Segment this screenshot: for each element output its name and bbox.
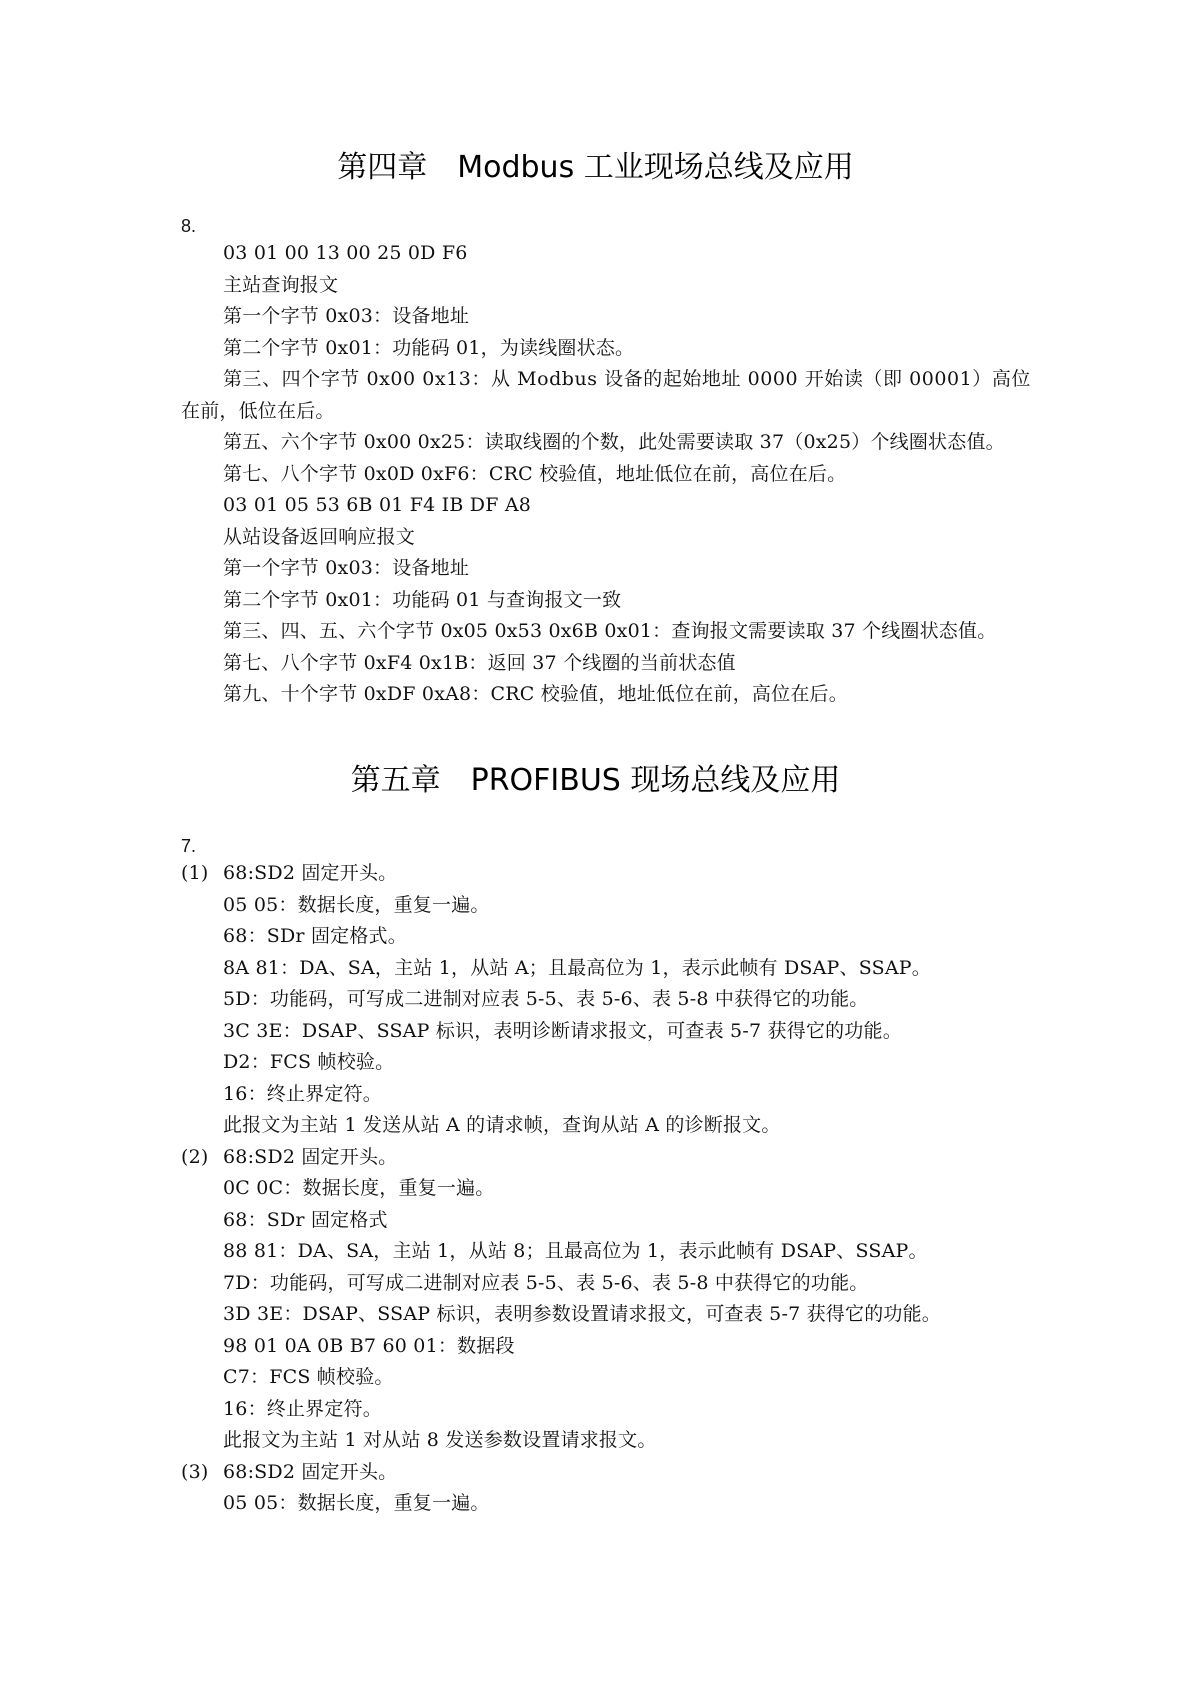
answer-line: 03 01 00 13 00 25 0D F6 (223, 242, 468, 264)
answer-line: 3D 3E：DSAP、SSAP 标识，表明参数设置请求报文，可查表 5-7 获得它的功能。 (223, 1303, 941, 1325)
answer-line: 第二个字节 0x01：功能码 01 与查询报文一致 (223, 588, 622, 611)
numbered-item-first-line (0, 1142, 1191, 1174)
answer-line: 7D：功能码，可写成二进制对应表 5-5、表 5-6、表 5-8 中获得它的功能。 (223, 1271, 869, 1294)
answer-line: 主站查询报文 (223, 273, 339, 296)
answer-line: 第二个字节 0x01：功能码 01，为读线圈状态。 (223, 336, 635, 359)
numbered-item-first-line (0, 858, 1191, 890)
item-first-text: 68:SD2 固定开头。 (223, 862, 398, 884)
chapter5-question-number: 7. (181, 836, 197, 856)
answer-line: 第三、四个字节 0x00 0x13：从 Modbus 设备的起始地址 0000 开始读（即 00001）高位 (223, 368, 1031, 390)
answer-line: 98 01 0A 0B B7 60 01：数据段 (223, 1334, 515, 1357)
answer-line: 此报文为主站 1 对从站 8 发送参数设置请求报文。 (223, 1429, 657, 1451)
answer-line: 此报文为主站 1 发送从站 A 的请求帧，查询从站 A 的诊断报文。 (223, 1114, 781, 1136)
answer-line: 68：SDr 固定格式 (223, 1208, 388, 1231)
chapter4-title-prefix: 第四章 (337, 150, 428, 185)
chapter5-title-prefix: 第五章 (350, 763, 441, 798)
item-first-text: 68:SD2 固定开头。 (223, 1460, 398, 1483)
answer-line: 68：SDr 固定格式。 (223, 925, 407, 947)
answer-line: 第九、十个字节 0xDF 0xA8：CRC 校验值，地址低位在前，高位在后。 (223, 683, 848, 705)
answer-line: 从站设备返回响应报文 (223, 525, 416, 548)
item-marker: (2) (181, 1145, 209, 1168)
answer-line: 第一个字节 0x03：设备地址 (223, 305, 470, 327)
item-marker: (3) (181, 1460, 209, 1483)
chapter4-answer (0, 238, 1191, 711)
chapter4-question-number: 8. (181, 216, 197, 236)
answer-line: 05 05：数据长度，重复一遍。 (223, 893, 490, 916)
chapter5-answer (0, 858, 1191, 1520)
answer-line: 5D：功能码，可写成二进制对应表 5-5、表 5-6、表 5-8 中获得它的功能。 (223, 988, 869, 1010)
answer-line: 3C 3E：DSAP、SSAP 标识，表明诊断请求报文，可查表 5-7 获得它的功能。 (223, 1019, 902, 1042)
item-marker: (1) (181, 862, 209, 884)
answer-line: 第七、八个字节 0x0D 0xF6：CRC 校验值，地址低位在前，高位在后。 (223, 462, 847, 485)
answer-line: 第一个字节 0x03：设备地址 (223, 557, 470, 579)
answer-line: 16：终止界定符。 (223, 1397, 382, 1420)
chapter5-title-main: PROFIBUS 现场总线及应用 (470, 763, 841, 798)
answer-line: D2：FCS 帧校验。 (223, 1051, 395, 1073)
numbered-item-first-line (0, 1457, 1191, 1489)
answer-line: 第五、六个字节 0x00 0x25：读取线圈的个数，此处需要读取 37（0x25）个线圈状态值。 (223, 431, 1005, 453)
answer-line: 16：终止界定符。 (223, 1082, 382, 1105)
chapter4-title-main: Modbus 工业现场总线及应用 (457, 150, 854, 185)
answer-line: 05 05：数据长度，重复一遍。 (223, 1492, 490, 1514)
answer-line: 第七、八个字节 0xF4 0x1B：返回 37 个线圈的当前状态值 (223, 651, 736, 674)
answer-line: 第三、四、五、六个字节 0x05 0x53 0x6B 0x01：查询报文需要读取 37 个线圈状态值。 (223, 620, 997, 642)
chapter5-title (0, 761, 1191, 801)
answer-line: 0C 0C：数据长度，重复一遍。 (223, 1177, 495, 1199)
answer-line: 88 81：DA、SA，主站 1，从站 8；且最高位为 1，表示此帧有 DSAP、SSAP。 (223, 1240, 928, 1262)
answer-line: 8A 81：DA、SA，主站 1，从站 A；且最高位为 1，表示此帧有 DSAP、SSAP。 (223, 956, 931, 979)
item-first-text: 68:SD2 固定开头。 (223, 1145, 398, 1168)
chapter4-title (0, 148, 1191, 188)
answer-line: 03 01 05 53 6B 01 F4 IB DF A8 (223, 494, 532, 516)
answer-line: C7：FCS 帧校验。 (223, 1366, 394, 1388)
answer-line-continuation: 在前，低位在后。 (181, 399, 335, 422)
